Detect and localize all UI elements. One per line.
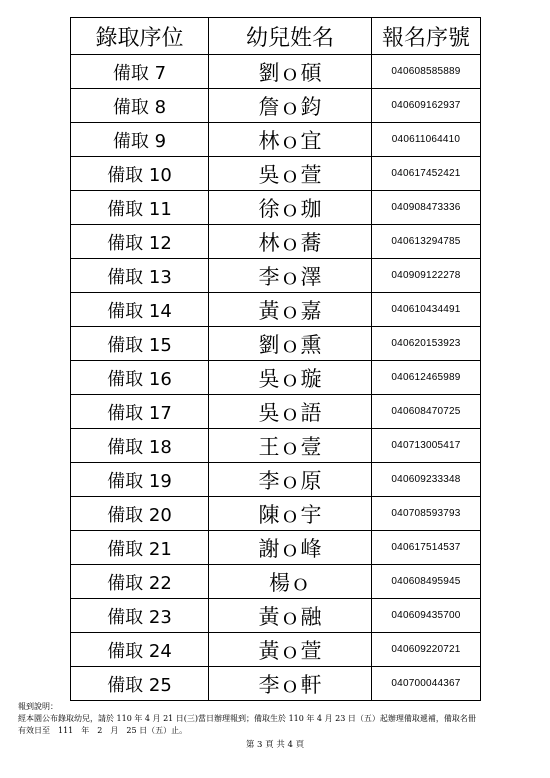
registration-number-cell: 040609435700 [372, 599, 481, 633]
rank-cell: 備取 7 [71, 55, 209, 89]
table-row [71, 599, 481, 633]
child-name-cell: 陳ｏ宇 [209, 497, 372, 531]
table-row [71, 225, 481, 259]
table-row [71, 55, 481, 89]
child-name-cell: 黃ｏ萱 [209, 633, 372, 667]
registration-number-cell: 040611064410 [372, 123, 481, 157]
table-body [71, 55, 481, 701]
registration-number-cell: 040609162937 [372, 89, 481, 123]
child-name-cell: 楊ｏ [209, 565, 372, 599]
registration-number-cell: 040617452421 [372, 157, 481, 191]
notes-title: 報到說明： [18, 702, 58, 711]
child-name-cell: 劉ｏ熏 [209, 327, 372, 361]
registration-notes [18, 701, 538, 737]
header-rank: 錄取序位 [71, 18, 209, 55]
registration-number-cell: 040908473336 [372, 191, 481, 225]
table-row [71, 157, 481, 191]
page-number: 第 3 頁 共 4 頁 [245, 740, 305, 750]
registration-number-cell: 040613294785 [372, 225, 481, 259]
rank-cell: 備取 12 [71, 225, 209, 259]
child-name-cell: 李ｏ原 [209, 463, 372, 497]
child-name-cell: 林ｏ宜 [209, 123, 372, 157]
table-row [71, 293, 481, 327]
registration-number-cell: 040608585889 [372, 55, 481, 89]
child-name-cell: 徐ｏ珈 [209, 191, 372, 225]
rank-cell: 備取 13 [71, 259, 209, 293]
registration-number-cell: 040610434491 [372, 293, 481, 327]
child-name-cell: 林ｏ蕎 [209, 225, 372, 259]
rank-cell: 備取 11 [71, 191, 209, 225]
table-row [71, 429, 481, 463]
table-row [71, 565, 481, 599]
table-header-row [71, 18, 481, 55]
child-name-cell: 謝ｏ峰 [209, 531, 372, 565]
child-name-cell: 吳ｏ語 [209, 395, 372, 429]
rank-cell: 備取 24 [71, 633, 209, 667]
rank-cell: 備取 22 [71, 565, 209, 599]
child-name-cell: 黃ｏ嘉 [209, 293, 372, 327]
rank-cell: 備取 18 [71, 429, 209, 463]
registration-number-cell: 040713005417 [372, 429, 481, 463]
table-row [71, 667, 481, 701]
table-row [71, 633, 481, 667]
table-row [71, 327, 481, 361]
rank-cell: 備取 19 [71, 463, 209, 497]
registration-number-cell: 040609233348 [372, 463, 481, 497]
table-row [71, 259, 481, 293]
table-row [71, 463, 481, 497]
child-name-cell: 黃ｏ融 [209, 599, 372, 633]
table-row [71, 89, 481, 123]
rank-cell: 備取 8 [71, 89, 209, 123]
waitlist-table [70, 17, 481, 701]
rank-cell: 備取 21 [71, 531, 209, 565]
registration-number-cell: 040612465989 [372, 361, 481, 395]
child-name-cell: 劉ｏ碩 [209, 55, 372, 89]
registration-number-cell: 040708593793 [372, 497, 481, 531]
rank-cell: 備取 14 [71, 293, 209, 327]
child-name-cell: 吳ｏ璇 [209, 361, 372, 395]
table-row [71, 531, 481, 565]
child-name-cell: 吳ｏ萱 [209, 157, 372, 191]
table-row [71, 395, 481, 429]
registration-number-cell: 040608495945 [372, 565, 481, 599]
rank-cell: 備取 15 [71, 327, 209, 361]
notes-line-2: 有效日至 111 年 2 月 25 日（五）止。 [18, 726, 188, 735]
rank-cell: 備取 10 [71, 157, 209, 191]
registration-number-cell: 040608470725 [372, 395, 481, 429]
registration-number-cell: 040617514537 [372, 531, 481, 565]
rank-cell: 備取 25 [71, 667, 209, 701]
table-row [71, 123, 481, 157]
rank-cell: 備取 9 [71, 123, 209, 157]
table-row [71, 361, 481, 395]
notes-line-1: 經本園公布錄取幼兒，請於 110 年 4 月 21 日(三)當日辦理報到；備取生於 110 年 4 月 23 日（五）起辦理備取遞補，備取名冊 [18, 714, 476, 723]
child-name-cell: 李ｏ澤 [209, 259, 372, 293]
registration-number-cell: 040609220721 [372, 633, 481, 667]
child-name-cell: 詹ｏ鈞 [209, 89, 372, 123]
registration-number-cell: 040909122278 [372, 259, 481, 293]
table-row [71, 191, 481, 225]
rank-cell: 備取 17 [71, 395, 209, 429]
child-name-cell: 王ｏ壹 [209, 429, 372, 463]
rank-cell: 備取 23 [71, 599, 209, 633]
registration-number-cell: 040700044367 [372, 667, 481, 701]
header-registration-number: 報名序號 [372, 18, 481, 55]
header-child-name: 幼兒姓名 [209, 18, 372, 55]
child-name-cell: 李ｏ軒 [209, 667, 372, 701]
registration-number-cell: 040620153923 [372, 327, 481, 361]
table-row [71, 497, 481, 531]
rank-cell: 備取 16 [71, 361, 209, 395]
rank-cell: 備取 20 [71, 497, 209, 531]
